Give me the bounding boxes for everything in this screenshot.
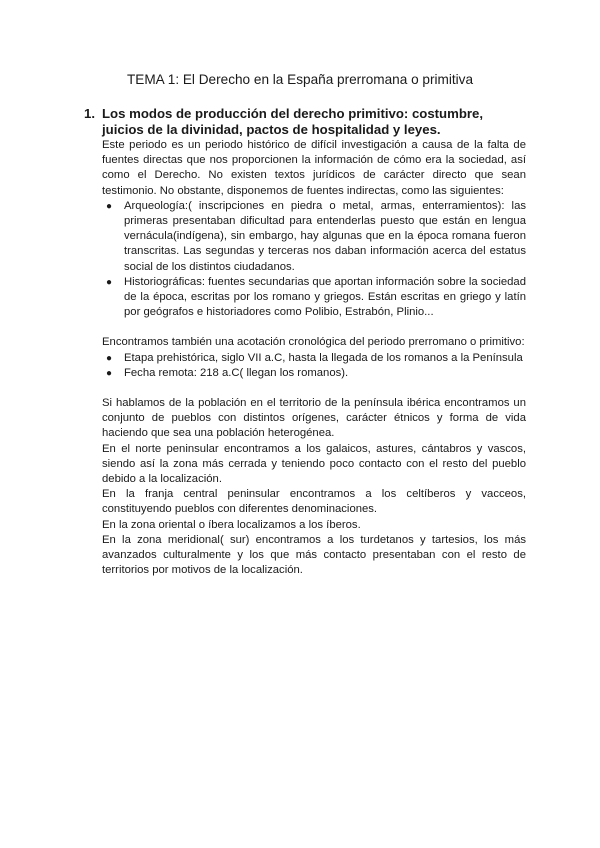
population-paragraph: En la franja central peninsular encontramos a los celtíberos y vacceos, constituyendo pueblos con diferentes denominaciones.	[102, 488, 526, 516]
bullet-icon: ●	[106, 367, 113, 379]
section-number: 1.	[84, 106, 95, 121]
list-item: ● Arqueología:( inscripciones en piedra o metal, armas, enterramientos): las primeras presentaban dificultad para entenderlas puesto que están en lengua vernácula(indígena), sin embargo, hay algunas que en la época romana fueron transcritas. Las segundas y terceras nos daban información acerca del estatus social de los distintos ciudadanos.	[106, 199, 526, 273]
sources-list	[88, 199, 526, 321]
list-item: ● Etapa prehistórica, siglo VII a.C, hasta la llegada de los romanos a la Península	[124, 351, 526, 366]
population-paragraph: En el norte peninsular encontramos a los galaicos, astures, cántabros y vascos, siendo así la zona más cerrada y teniendo poco contacto con el resto del pueblo debido a la localización.	[102, 442, 526, 486]
bullet-icon: ●	[106, 352, 113, 364]
bullet-icon: ●	[106, 200, 113, 212]
chronology-list	[88, 351, 526, 381]
document-body	[84, 106, 526, 578]
bullet-icon: ●	[106, 276, 113, 288]
chronology-intro: Encontramos también una acotación cronológica del periodo prerromano o primitivo:	[102, 336, 525, 349]
population-paragraph: En la zona oriental o íbera localizamos a los íberos.	[102, 518, 361, 531]
intro-paragraph: Este periodo es un periodo histórico de difícil investigación a causa de la falta de fuentes directas que nos proporcionen la información de cómo era la sociedad, así como el Derecho. No existen textos jurídicos de carácter directo que sean testimonio. No obstante, disponemos de fuentes indirectas, como las siguientes:	[102, 139, 526, 197]
section-heading-text: Los modos de producción del derecho primitivo: costumbre, juicios de la divinidad, pactos de hospitalidad y leyes.	[102, 106, 484, 137]
page-title: TEMA 1: El Derecho en la España prerromana o primitiva	[126, 72, 474, 87]
list-item: ● Historiográficas: fuentes secundarias que aportan información sobre la sociedad de la época, escritas por los romano y griegos. Están escritas en griego y latín por geógrafos e historiadores como Polibio, Estrabón, Plinio...	[106, 275, 526, 319]
population-paragraph: Si hablamos de la población en el territorio de la península ibérica encontramos un conjunto de pueblos con distintos orígenes, carácter étnicos y forma de vida haciendo que sea una población heterogénea.	[102, 397, 526, 440]
list-item: ● Fecha remota: 218 a.C( llegan los romanos).	[124, 366, 526, 381]
section-heading	[84, 106, 526, 137]
population-paragraph: En la zona meridional( sur) encontramos a los turdetanos y tartesios, los más avanzados culturalmente y los que más contacto presentaban con el resto de territorios por motivos de la localización.	[102, 533, 526, 577]
